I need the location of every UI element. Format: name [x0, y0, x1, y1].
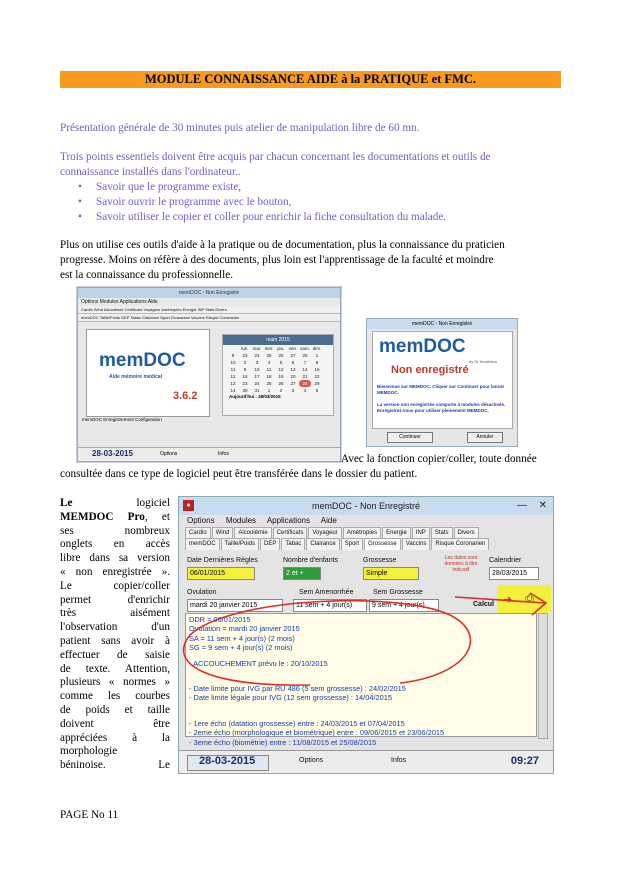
tab-risque-coronarien: Risque Coronarien	[431, 538, 489, 550]
day-header: jeu.	[277, 346, 285, 351]
note-line: - 1ere écho (datation grossesse) entre : 24/03/2015 et 07/04/2015	[189, 718, 405, 728]
day-header: mar.	[252, 346, 262, 351]
caption-line-1: Avec la fonction copier/coller, toute donnée	[341, 453, 537, 465]
note-line: - 3eme écho (biométrie) entre : 11/08/2015 et 25/08/2015	[189, 737, 377, 747]
tab-cardio: Cardio	[185, 527, 211, 539]
status-date: 28-03-2015	[199, 755, 256, 767]
paragraph-line: Plus on utilise ces outils d'aide à la pratique ou de documentation, plus la connaissance du praticien	[60, 239, 505, 251]
tabs-row-1	[179, 527, 553, 538]
label-sg: Sem Grossesse	[373, 589, 423, 596]
welcome-text: Bienvenue sur MEMDOC. Cliquer sur Continuer pour lancer MEMDOC.	[377, 384, 505, 395]
side-text-line: de poids et taille	[60, 703, 170, 716]
label-enfants: Nombre d'enfants	[283, 557, 339, 564]
label-grossesse: Grossesse	[363, 557, 397, 564]
tab-inp: INP	[412, 527, 430, 539]
minimize-icon: —	[517, 500, 527, 511]
page-number: PAGE No 11	[60, 809, 119, 821]
today-label: Aujourd'hui : 28/03/2015	[229, 394, 281, 399]
caption-line-2: consultée dans ce type de logiciel peut être transférée dans le dossier du patient.	[60, 468, 418, 480]
options-button: Options	[160, 451, 178, 457]
label-ovulation: Ovulation	[187, 589, 217, 596]
side-text-line: ses nombreux	[60, 524, 170, 537]
side-text-line: patient sans avoir à	[60, 634, 170, 647]
intro-paragraph: Présentation générale de 30 minutes puis atelier de manipulation libre de 60 mn.	[60, 122, 420, 134]
side-text-line: béninoise. Le	[60, 759, 170, 772]
tab-energie: Energie	[382, 527, 411, 539]
calendar-month: mars 2015	[223, 335, 333, 345]
tab-wind: Wind	[212, 527, 234, 539]
calendrier-field: 28/03/2015	[489, 567, 539, 580]
ovulation-field: mardi 20 janvier 2015	[187, 599, 283, 612]
not-registered-label: Non enregistré	[391, 364, 469, 376]
side-text-line: comme les courbes	[60, 690, 170, 703]
window-title: memDOC - Non Enregistré	[367, 319, 517, 329]
note-line: SG = 9 sem + 4 jour(s) (2 mois)	[189, 643, 293, 653]
points-intro-line-1: Trois points essentiels doivent être acquis par chacun concernant les documentations et outils de	[60, 151, 491, 163]
subtabs: memDOC Enregistrement Configuration	[82, 417, 162, 422]
note-line: DDR = 06/01/2015	[189, 615, 251, 624]
version-label: 3.6.2	[173, 390, 198, 402]
label-ddr: Date Dernières Règles	[187, 557, 258, 564]
app-icon: ♠	[183, 500, 194, 511]
day-header: ven.	[288, 346, 298, 351]
infos-button: Infos	[218, 451, 229, 457]
tab-tabac: Tabac	[281, 538, 305, 550]
side-text-line: « non enregistrée ».	[60, 565, 170, 578]
label-calendrier: Calendrier	[489, 557, 522, 564]
tab-vaccins: Vaccins	[402, 538, 431, 550]
calendar-widget	[222, 334, 334, 416]
side-text-line: libre dans sa version	[60, 552, 170, 565]
points-intro-line-2: connaissance installés dans l'ordinateur..	[60, 166, 241, 178]
tab-clairance: Clairance	[306, 538, 339, 550]
day-header: sam.	[300, 346, 310, 351]
note-line: - Date limite légale pour IVG (12 sem grossesse) : 14/04/2015	[189, 693, 392, 703]
close-icon: ✕	[538, 500, 547, 511]
window-title	[179, 497, 553, 515]
paragraph-line: progresse. Moins on réfère à des documents, plus loin est l'apprentissage de la faculté et moindre	[60, 254, 494, 266]
tab-memdoc: memDOC	[185, 538, 220, 550]
copy-icon: ➜	[503, 594, 513, 606]
dates-hint: Les dates sont données à titre indicatif	[444, 555, 478, 573]
day-header: lun.	[241, 346, 249, 351]
window-title-text: memDOC - Non Enregistré	[311, 501, 421, 511]
side-text-line: onglets en accès	[60, 538, 170, 551]
arrow-stroke	[455, 593, 546, 615]
side-text-line: l'observation d'un	[60, 621, 170, 634]
memdoc-logo-panel	[86, 329, 210, 417]
tab-stats: Stats	[431, 527, 453, 539]
bullet-item: • Savoir ouvrir le programme avec le bouton,	[60, 195, 446, 210]
ddr-field: 06/01/2015	[187, 567, 255, 580]
options-button: Options	[299, 757, 324, 764]
status-time: 09:27	[510, 755, 539, 767]
status-bar	[78, 447, 340, 461]
cancel-button: Annuler	[467, 432, 503, 443]
grossesse-select: Simple	[363, 567, 419, 580]
calendar-grid: lun. mar. mer. jeu. ven. sam. dim. 9 23 24 25 26 27 28 1 10 2 3 4 5 6 7 8 11 9 10 11 12 13 14 15 12 16 17 18 19 20 21 22 13 23 24 25 26 27 28 29 14 30 31 1 2 3 4 5	[230, 346, 322, 393]
label-sa: Sem Amenorrhée	[299, 589, 354, 596]
day-header: mer.	[264, 346, 274, 351]
bullet-item: • Savoir que le programme existe,	[60, 180, 446, 195]
side-text-line: de texte. Attention,	[60, 662, 170, 675]
splash-panel	[372, 331, 513, 429]
infos-button: Infos	[391, 757, 407, 764]
bullet-item: • Savoir utiliser le copier et coller pour enrichir la fiche consultation du malade.	[60, 210, 446, 225]
sa-field: 11 sem + 4 jour(s)	[293, 599, 367, 612]
tabs-row-2: memDOC Taille/Poids DEP Tabac Clairance Sport Grossesse Vaccins Risque Coronarien	[78, 314, 340, 322]
sg-field: 9 sem + 4 jour(s)	[369, 599, 439, 612]
menu-aide: Aide	[320, 516, 337, 525]
continue-button: Continuer	[387, 432, 433, 443]
note-line: - Date limite pour IVG par RU 486 (5 sem grossesse) : 24/02/2015	[189, 684, 406, 694]
menu-bar: Options Modules Applications Aide	[81, 299, 158, 305]
version-message: La version non enregistrée comporte 4 modules désactivés. Enregistrez-vous pour utiliser pleinement MEMDOC.	[377, 402, 506, 413]
side-text-line: permet d'enrichir	[60, 593, 170, 606]
side-text-line: doivent être	[60, 717, 170, 730]
menu-applications: Applications	[266, 516, 310, 525]
side-text-line: effectuer de saisie	[60, 648, 170, 661]
status-date: 28-03-2015	[92, 449, 133, 458]
logo-text: memDOC	[99, 350, 186, 371]
memdoc-main-screenshot	[77, 287, 341, 462]
tab-certificats: Certificats	[273, 527, 308, 539]
side-text-line: MEMDOC Pro, et	[60, 510, 170, 523]
menu-modules: Modules	[225, 516, 257, 525]
tab-divers: Divers	[454, 527, 479, 539]
side-text-line: très aisément	[60, 607, 170, 620]
page-title: MODULE CONNAISSANCE AIDE à la PRATIQUE et FMC.	[60, 71, 561, 88]
tab-sport: Sport	[341, 538, 363, 550]
day-header: dim.	[312, 346, 322, 351]
circle-stroke	[184, 601, 471, 685]
side-text-line: Le logiciel	[60, 497, 170, 509]
menu-bar	[179, 515, 553, 527]
tab-grossesse: Grossesse	[364, 538, 401, 550]
side-text-line: morphologie	[60, 745, 118, 758]
logo-text: memDOC	[379, 336, 466, 357]
tabs-row-2	[179, 538, 553, 549]
red-annotation	[150, 575, 550, 705]
side-text-line: Le copier/coller	[60, 579, 170, 592]
side-text-line: plusieurs « normes »	[60, 676, 170, 689]
status-bar	[179, 750, 553, 773]
bullet-list	[60, 180, 446, 225]
enfants-select: 2 et +	[283, 567, 321, 580]
logo-subtitle: Aide mémoire médical	[109, 374, 163, 380]
tabs-row-1: Cardio Wind Alcoolémie Certificats Voyageur Amétropies Energie INP Stats Divers	[78, 306, 340, 314]
paragraph-line: est la connaissance du professionnelle.	[60, 269, 234, 281]
note-line: Ovulation = mardi 20 janvier 2015	[189, 624, 300, 634]
menu-options: Options	[187, 516, 215, 525]
print-icon: ⎙	[525, 593, 534, 605]
note-line: - 2eme écho (morphologique et biométrique) entre : 09/06/2015 et 23/06/2015	[189, 728, 445, 738]
window-title: memDOC - Non Enregistré	[78, 288, 340, 298]
tab-alcoolemie: Alcoolémie	[234, 527, 271, 539]
note-line: - ACCOUCHEMENT prévu le : 20/10/2015	[189, 658, 328, 668]
tab-dep: DEP	[260, 538, 280, 550]
side-text-line: appréciées à la	[60, 731, 170, 744]
tab-taille-poids: Taille/Poids	[221, 538, 259, 550]
tab-ametropies: Amétropies	[343, 527, 381, 539]
calcul-button: Calcul	[473, 601, 495, 608]
memdoc-splash-screenshot	[366, 318, 518, 447]
author-label: by Dr Nordblom	[469, 359, 498, 364]
tab-voyageur: Voyageur	[308, 527, 341, 539]
note-line: SA = 11 sem + 4 jour(s) (2 mois)	[189, 633, 295, 643]
